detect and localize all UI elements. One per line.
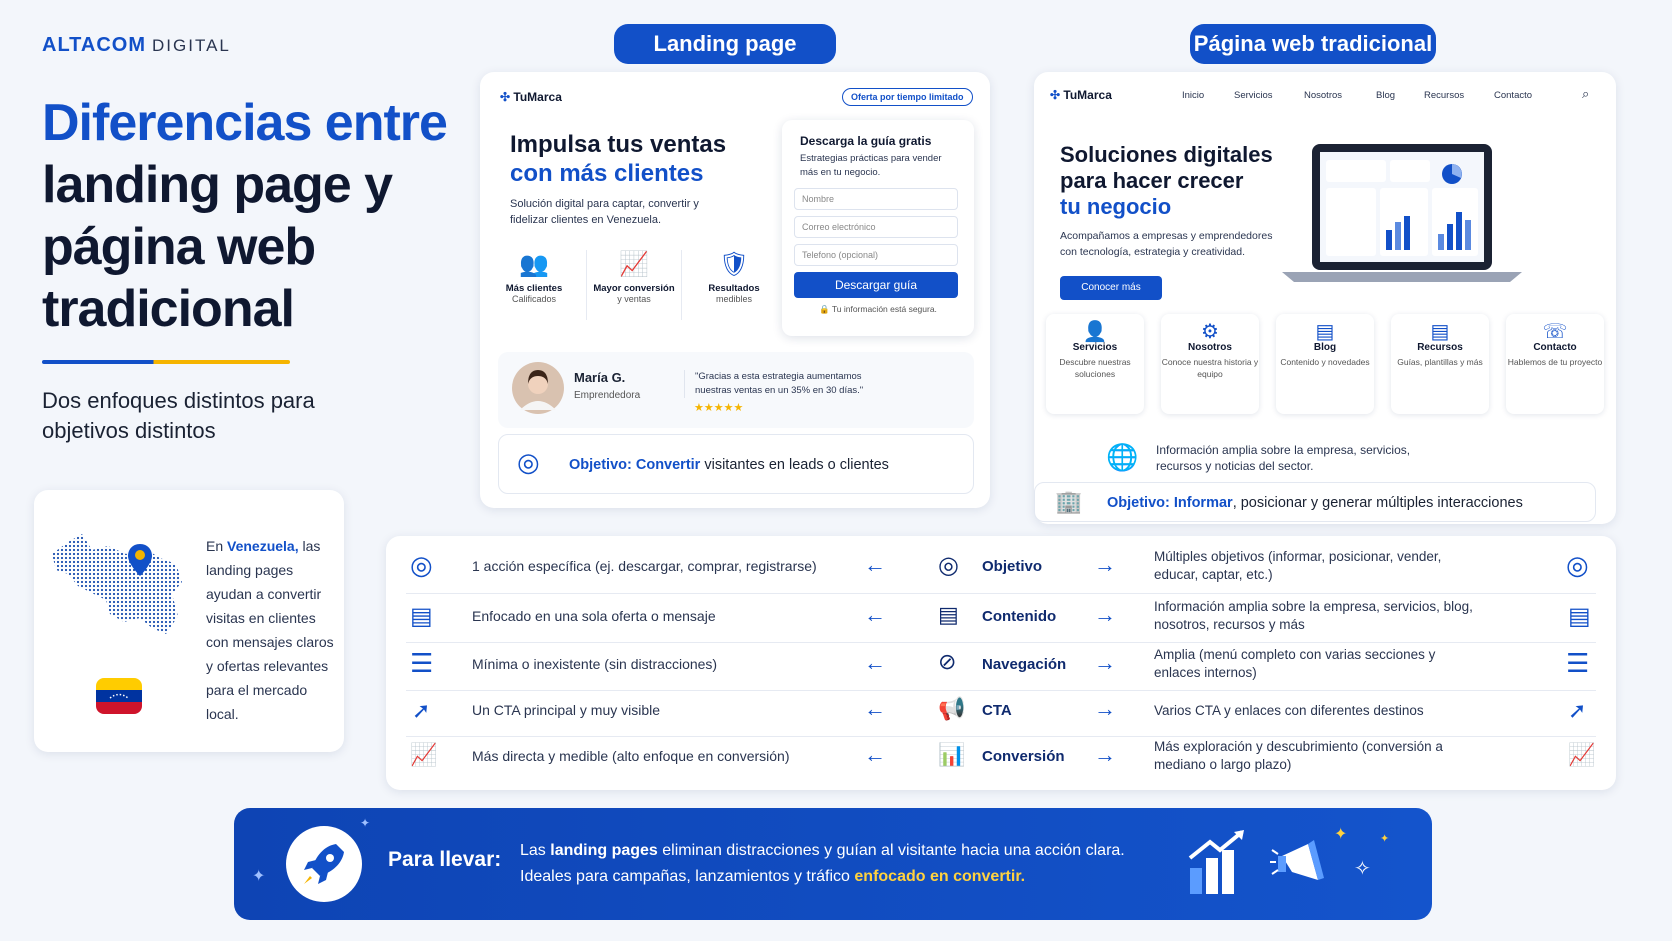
testimonial-name: María G. (574, 370, 626, 385)
web-mockup (1034, 72, 1616, 524)
web-headline-3: tu negocio (1060, 194, 1172, 219)
user-icon: 👤 (1082, 321, 1108, 343)
web-logo-text: TuMarca (1063, 88, 1112, 102)
landing-objective (498, 434, 974, 494)
nav-nosotros[interactable]: Nosotros (1304, 90, 1343, 101)
nav-contacto[interactable]: Contacto (1494, 90, 1533, 101)
nav-recursos[interactable]: Recursos (1424, 90, 1465, 101)
banner-t2a: Ideales para campañas, lanzamientos y tráfico (520, 868, 855, 885)
landing-objective-text (569, 457, 889, 473)
section-blog[interactable] (1276, 314, 1374, 414)
banner-t1a: Las (520, 842, 551, 859)
feature-title: Mayor conversión (593, 283, 675, 294)
section-sub: Descubre nuestras soluciones (1059, 357, 1131, 379)
arrow-left-icon: ← (864, 650, 886, 675)
arrow-right-icon: → (1094, 602, 1116, 627)
target-icon: ◎ (938, 552, 959, 579)
comparison-table (386, 536, 1616, 790)
section-contacto[interactable] (1506, 314, 1604, 414)
phone-icon: ☏ (1542, 321, 1568, 343)
objective-rest: visitantes en leads o clientes (700, 457, 889, 473)
avatar (512, 362, 564, 414)
venezuela-text (206, 534, 338, 726)
banner-t2b: enfocado en convertir. (854, 868, 1026, 885)
growth-chart-icon: 📈 (1568, 742, 1596, 767)
banner-t1c: eliminan distracciones y guían al visitante hacia una acción clara. (657, 842, 1125, 859)
document-icon: ▤ (410, 603, 433, 630)
compass-icon: ⊘ (938, 649, 957, 674)
learn-more-button[interactable]: Conocer más (1060, 276, 1162, 300)
download-guide-button[interactable]: Descargar guía (794, 272, 958, 298)
brand-logo (42, 34, 231, 57)
section-sub: Hablemos de tu proyecto (1507, 357, 1603, 367)
objective-label: Objetivo: Convertir (569, 457, 701, 473)
nav-inicio[interactable]: Inicio (1182, 90, 1205, 101)
users-icon: 👥 (519, 251, 549, 278)
email-field[interactable]: Correo electrónico (794, 216, 958, 238)
page-title (42, 92, 462, 340)
feature-conversion (586, 250, 682, 320)
arrow-left-icon: ← (864, 696, 886, 721)
criterion-label: CTA (982, 702, 1012, 719)
landing-features (494, 250, 774, 320)
section-nosotros[interactable] (1161, 314, 1259, 414)
brand-name: ALTACOM (42, 34, 147, 56)
web-headline (1060, 142, 1273, 220)
landing-page-pill: Landing page (614, 24, 836, 64)
logo-mark-icon: ✣ (500, 90, 511, 104)
row-cta (386, 688, 1616, 738)
objective-label: Objetivo: Informar (1107, 495, 1233, 511)
feature-sub: Calificados (511, 294, 557, 304)
target-icon: ◎ (517, 447, 540, 477)
title-line-1: Diferencias entre (42, 94, 447, 152)
shield-icon: 🛡 (718, 251, 750, 278)
document-icon: ▤ (1568, 603, 1591, 630)
cursor-click-icon: ➚ (412, 698, 431, 723)
section-servicios[interactable] (1046, 314, 1144, 414)
landing-value: Enfocado en una sola oferta o mensaje (472, 608, 716, 624)
sparkle-icon: ✦ (360, 816, 371, 830)
globe-icon: 🌐 (1106, 442, 1139, 472)
team-icon: ⚙ (1201, 321, 1219, 343)
web-info: Información amplia sobre la empresa, servicios, recursos y noticias del sector. (1156, 443, 1411, 473)
landing-value: Mínima o inexistente (sin distracciones) (472, 656, 718, 672)
web-headline-2: para hacer crecer (1060, 168, 1244, 193)
web-description: Acompañamos a empresas y emprendedores con tecnología, estrategia y creatividad. (1060, 230, 1273, 258)
menu-icon: ☰ (1566, 648, 1590, 678)
landing-logo (500, 90, 562, 104)
logo-mark-icon: ✣ (1050, 88, 1061, 102)
banner-text (520, 838, 1125, 890)
title-underline (42, 360, 290, 364)
section-title: Nosotros (1188, 342, 1232, 353)
file-icon: ▤ (1430, 321, 1450, 343)
web-page-pill: Página web tradicional (1190, 24, 1436, 64)
web-headline-1: Soluciones digitales (1060, 142, 1273, 167)
cursor-click-icon: ➚ (1568, 698, 1587, 723)
banner-title: Para llevar: (388, 848, 502, 871)
rocket-badge (286, 826, 362, 902)
section-sub: Conoce nuestra historia y equipo (1161, 357, 1259, 379)
title-line-2: landing page y (42, 156, 393, 214)
brand-sub: DIGITAL (152, 36, 231, 55)
feature-title: Más clientes (505, 283, 563, 294)
feature-sub: medibles (715, 294, 753, 304)
landing-headline-1: Impulsa tus ventas (510, 131, 727, 158)
feature-sub: y ventas (617, 294, 651, 304)
buildings-icon: 🏢 (1055, 489, 1083, 514)
growth-chart-icon (1184, 828, 1254, 898)
web-objective-text (1107, 495, 1523, 511)
target-icon: ◎ (1566, 550, 1589, 580)
arrow-left-icon: ← (864, 552, 886, 577)
takeaway-banner (234, 808, 1432, 920)
row-contenido (386, 592, 1616, 642)
page-subtitle: Dos enfoques distintos para objetivos distintos (42, 388, 315, 443)
testimonial-quote: "Gracias a esta estrategia aumentamos nuestras ventas en un 35% en 30 días." (684, 370, 884, 398)
feature-title: Resultados (708, 283, 760, 294)
section-sub: Contenido y novedades (1280, 357, 1370, 367)
rocket-icon (286, 826, 362, 902)
landing-logo-text: TuMarca (513, 90, 562, 104)
section-title: Blog (1313, 342, 1337, 353)
venezuela-map-icon (48, 524, 188, 644)
criterion-label: Conversión (982, 748, 1065, 765)
criterion-label: Contenido (982, 608, 1057, 625)
objective-rest: , posicionar y generar múltiples interacciones (1232, 495, 1523, 511)
offer-badge[interactable]: Oferta por tiempo limitado (842, 88, 973, 106)
secure-text: Tu información está segura. (831, 304, 937, 314)
testimonial (498, 352, 974, 428)
bar-chart-icon: 📊 (938, 742, 966, 767)
venezuela-flag-icon (96, 678, 142, 714)
landing-headline (510, 130, 726, 188)
growth-chart-icon: 📈 (619, 251, 649, 278)
banner-t1b: landing pages (550, 842, 658, 859)
lead-form (782, 120, 974, 336)
arrow-left-icon: ← (864, 602, 886, 627)
target-icon: ◎ (410, 550, 433, 580)
landing-value: 1 acción específica (ej. descargar, comprar, registrarse) (472, 558, 817, 574)
phone-field[interactable]: Telefono (opcional) (794, 244, 958, 266)
web-value: Amplia (menú completo con varias secciones y enlaces internos) (1154, 647, 1436, 680)
document-icon: ▤ (938, 602, 959, 627)
sparkle-icon: ✧ (1354, 858, 1371, 880)
landing-mockup (480, 72, 990, 508)
section-title: Servicios (1072, 342, 1118, 353)
section-title: Contacto (1533, 342, 1577, 353)
web-value: Múltiples objetivos (informar, posicionar, vender, educar, captar, etc.) (1154, 549, 1442, 582)
landing-description: Solución digital para captar, convertir y fidelizar clientes en Venezuela. (510, 198, 699, 226)
vz-prefix: En (206, 538, 228, 554)
document-icon: ▤ (1315, 321, 1335, 343)
name-field[interactable]: Nombre (794, 188, 958, 210)
form-title: Descarga la guía gratis (800, 134, 932, 148)
section-title: Recursos (1417, 342, 1463, 353)
landing-value: Más directa y medible (alto enfoque en conversión) (472, 748, 790, 764)
title-line-4: tradicional (42, 280, 294, 338)
web-value: Más exploración y descubrimiento (conversión a mediano o largo plazo) (1154, 739, 1443, 772)
megaphone-icon: 📢 (938, 696, 966, 721)
laptop-dashboard-icon (1282, 140, 1562, 292)
row-objetivo (386, 542, 1616, 592)
banner-line-2 (520, 864, 1125, 890)
section-sub: Guías, plantillas y más (1397, 357, 1483, 367)
menu-icon: ☰ (410, 648, 434, 678)
criterion-label: Objetivo (982, 558, 1043, 575)
arrow-right-icon: → (1094, 552, 1116, 577)
sparkle-icon: ✦ (1334, 826, 1348, 843)
rating-stars: ★★★★★ (694, 402, 744, 414)
growth-chart-icon: 📈 (410, 742, 438, 767)
secure-note (782, 304, 974, 315)
arrow-right-icon: → (1094, 742, 1116, 767)
criterion-label: Navegación (982, 656, 1067, 673)
web-logo (1050, 88, 1112, 102)
landing-value: Un CTA principal y muy visible (472, 702, 661, 718)
web-value: Varios CTA y enlaces con diferentes destinos (1154, 703, 1424, 718)
venezuela-card (34, 490, 344, 752)
row-navegacion (386, 640, 1616, 690)
section-recursos[interactable] (1391, 314, 1489, 414)
lock-icon: 🔒 (819, 304, 830, 314)
banner-line-1 (520, 838, 1125, 864)
testimonial-role: Emprendedora (574, 390, 641, 401)
web-sections (1046, 314, 1604, 414)
web-value: Información amplia sobre la empresa, servicios, blog, nosotros, recursos y más (1154, 599, 1473, 632)
nav-servicios[interactable]: Servicios (1234, 90, 1273, 101)
arrow-right-icon: → (1094, 696, 1116, 721)
sparkle-icon: ✦ (1380, 833, 1390, 845)
title-line-3: página web (42, 218, 316, 276)
feature-results (694, 250, 774, 320)
arrow-right-icon: → (1094, 650, 1116, 675)
sparkle-icon: ✦ (252, 868, 266, 885)
search-icon[interactable]: ⌕ (1582, 86, 1590, 101)
vz-body: las landing pages ayudan a convertir visitas en clientes con mensajes claros y ofertas relevantes para el mercado local. (206, 538, 334, 722)
nav-blog[interactable]: Blog (1376, 90, 1396, 101)
form-description: Estrategias prácticas para vender más en tu negocio. (800, 153, 942, 178)
row-conversion (386, 734, 1616, 784)
megaphone-icon (1268, 830, 1338, 900)
web-objective (1034, 482, 1596, 522)
vz-country: Venezuela, (227, 538, 299, 554)
feature-clients (494, 250, 574, 320)
arrow-left-icon: ← (864, 742, 886, 767)
landing-headline-2: con más clientes (510, 160, 704, 187)
